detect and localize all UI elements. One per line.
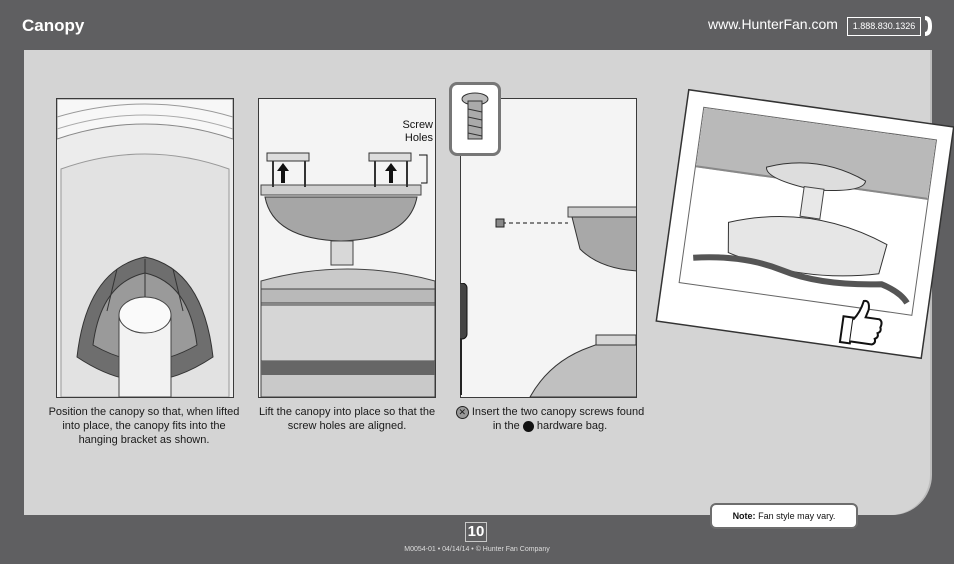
page-number: 10 [465,522,487,542]
step3-caption-suffix: hardware bag. [536,420,608,432]
fan-photo [657,91,953,358]
note-label: Note: [732,511,756,521]
cross-screw-icon: ✕ [456,406,469,419]
phone-icon [922,15,934,37]
step1-caption: Position the canopy so that, when lifted into place, the canopy fits into the hanging bracket as shown. [48,406,240,446]
footer-text: M0054-01 • 04/14/14 • © Hunter Fan Company [404,546,550,553]
step3-caption-text: Insert the two canopy screws found in the [471,406,645,432]
step2-illustration [258,98,436,398]
screwdriver-icon [460,283,470,395]
step3-caption [452,405,648,433]
arrow-up-icon [385,163,397,183]
arrow-up-icon [277,163,289,183]
screw-callout [449,82,501,156]
screw-icon [452,85,498,153]
website-link[interactable]: www.HunterFan.com [708,16,838,32]
note-text: Fan style may vary. [758,511,836,521]
phone-number: 1.888.830.1326 [847,17,921,36]
screw-holes-label: Screw Holes [402,119,433,144]
step1-illustration [56,98,234,398]
page-title: Canopy [22,16,85,35]
bag-dot-icon [523,421,534,432]
note-box [710,503,858,529]
thumbs-up-icon [834,294,888,350]
step2-caption: Lift the canopy into place so that the screw holes are aligned. [258,406,436,432]
